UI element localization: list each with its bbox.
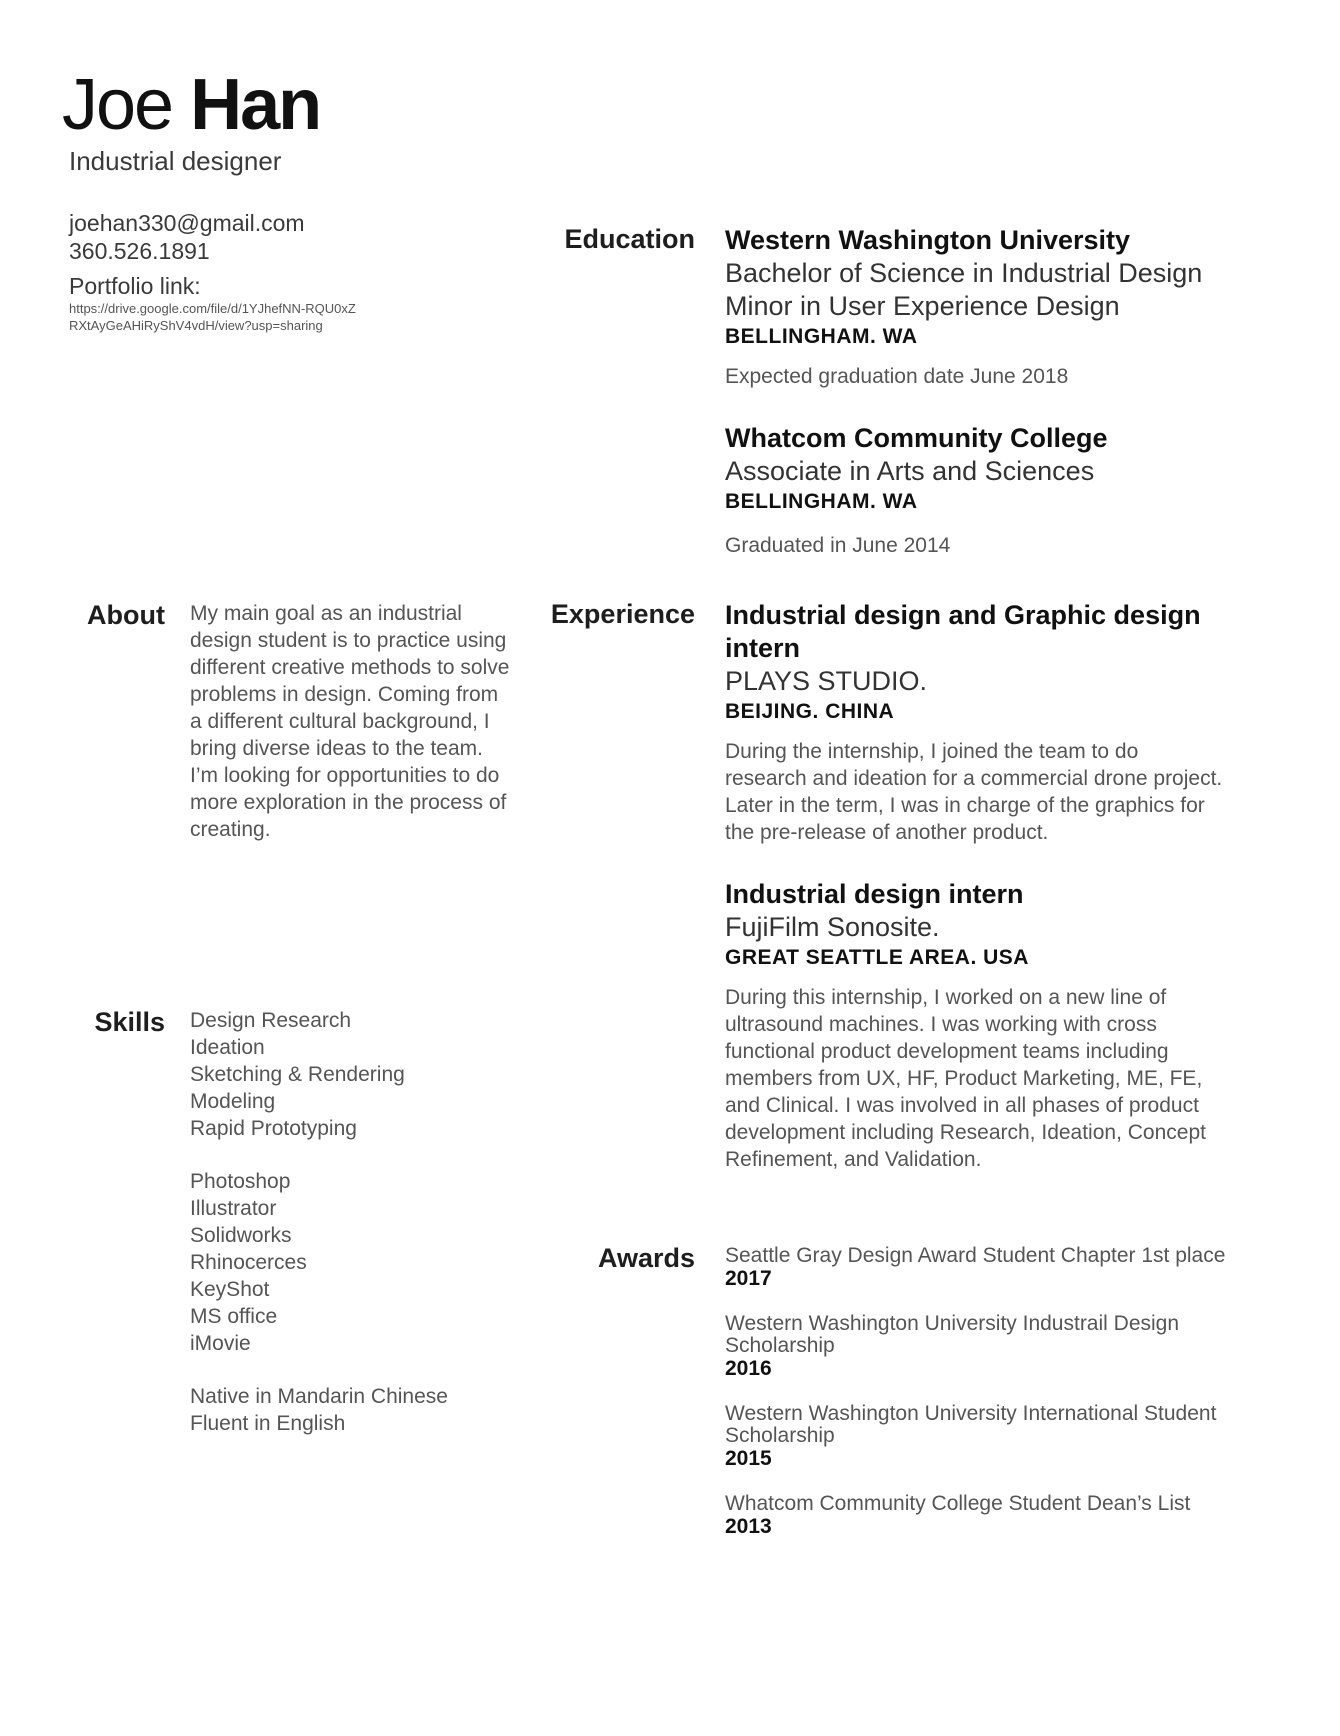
skill-item: Sketching & Rendering	[190, 1063, 405, 1086]
location: GREAT SEATTLE AREA. USA	[725, 946, 1029, 969]
contact-block	[69, 209, 305, 265]
award-year: 2017	[725, 1267, 772, 1290]
portfolio-label: Portfolio link:	[69, 273, 201, 299]
award-name: Whatcom Community College Student Dean’s List	[725, 1492, 1191, 1515]
school-name: Western Washington University	[725, 225, 1131, 255]
award-name: Seattle Gray Design Award Student Chapter 1st place	[725, 1244, 1226, 1267]
skills-heading: Skills	[94, 1007, 165, 1037]
last-name: Han	[190, 65, 321, 145]
skill-item: Illustrator	[190, 1197, 277, 1220]
skill-item: Rapid Prototyping	[190, 1117, 357, 1140]
award-item	[725, 1403, 1285, 1471]
company-name: PLAYS STUDIO.	[725, 666, 928, 696]
design-skills	[190, 1007, 520, 1142]
software-skills	[190, 1168, 520, 1357]
graduation-note: Graduated in June 2014	[725, 534, 951, 557]
location: BEIJING. CHINA	[725, 700, 895, 723]
email-link[interactable]: joehan330@gmail.com	[69, 210, 305, 236]
experience-entry	[725, 878, 1225, 1173]
language-skills	[190, 1383, 520, 1437]
minor: Minor in User Experience Design	[725, 291, 1120, 321]
portfolio-link[interactable]: https://drive.google.com/file/d/1YJhefNN-RQU0xZRXtAyGeAHiRyShV4vdH/view?usp=sharing	[69, 301, 356, 333]
skill-item: Ideation	[190, 1036, 265, 1059]
skill-item: iMovie	[190, 1332, 251, 1355]
award-year: 2013	[725, 1515, 772, 1538]
experience-entry	[725, 599, 1225, 846]
school-name: Whatcom Community College	[725, 423, 1108, 453]
position-description: During the internship, I joined the team to do research and ideation for a commercial drone project. Later in the term, I was in charge of the graphics for the pre-release of another product.	[725, 740, 1223, 844]
skill-item: Rhinocerces	[190, 1251, 307, 1274]
job-title: Industrial designer	[69, 146, 282, 176]
award-year: 2016	[725, 1357, 772, 1380]
award-item	[725, 1493, 1285, 1539]
skill-item: Modeling	[190, 1090, 276, 1113]
location: BELLINGHAM. WA	[725, 490, 918, 513]
education-list	[725, 224, 1285, 591]
first-name: Joe	[62, 65, 173, 145]
position-description: During this internship, I worked on a new line of ultrasound machines. I was working with cross functional product development teams including members from UX, HF, Product Marketing, ME, FE, and Clinical. I was involved in all phases of product development including Research, Ideation, Concept Refinement, and Validation.	[725, 986, 1206, 1171]
award-item	[725, 1245, 1285, 1291]
position-title: Industrial design and Graphic design intern	[725, 600, 1201, 663]
education-entry	[725, 422, 1285, 559]
skill-item: Fluent in English	[190, 1412, 346, 1435]
skill-item: Design Research	[190, 1009, 352, 1032]
skill-item: Photoshop	[190, 1170, 291, 1193]
location: BELLINGHAM. WA	[725, 325, 918, 348]
award-name: Western Washington University International Student Scholarship	[725, 1402, 1217, 1447]
degree: Associate in Arts and Sciences	[725, 456, 1095, 486]
phone-number: 360.526.1891	[69, 238, 210, 264]
skill-item: KeyShot	[190, 1278, 270, 1301]
resume-name	[62, 62, 320, 148]
skill-item: Solidworks	[190, 1224, 292, 1247]
education-entry	[725, 224, 1285, 390]
experience-list	[725, 599, 1225, 1205]
awards-list	[725, 1245, 1285, 1561]
degree: Bachelor of Science in Industrial Design	[725, 258, 1203, 288]
award-item	[725, 1313, 1285, 1381]
experience-heading: Experience	[550, 599, 695, 629]
about-heading: About	[87, 600, 165, 630]
graduation-note: Expected graduation date June 2018	[725, 365, 1069, 388]
company-name: FujiFilm Sonosite.	[725, 912, 940, 942]
skill-item: Native in Mandarin Chinese	[190, 1385, 448, 1408]
about-text: My main goal as an industrial design student is to practice using different creative methods to solve problems in design. Coming from a different cultural background, I bring diverse ideas to the team. I’m looking for opportunities to do more exploration in the process of creating.	[190, 602, 510, 841]
education-heading: Education	[564, 224, 695, 254]
position-title: Industrial design intern	[725, 879, 1024, 909]
award-year: 2015	[725, 1447, 772, 1470]
skill-item: MS office	[190, 1305, 278, 1328]
awards-heading: Awards	[597, 1243, 695, 1273]
skills-list	[190, 1007, 520, 1463]
award-name: Western Washington University Industrail Design Scholarship	[725, 1312, 1180, 1357]
